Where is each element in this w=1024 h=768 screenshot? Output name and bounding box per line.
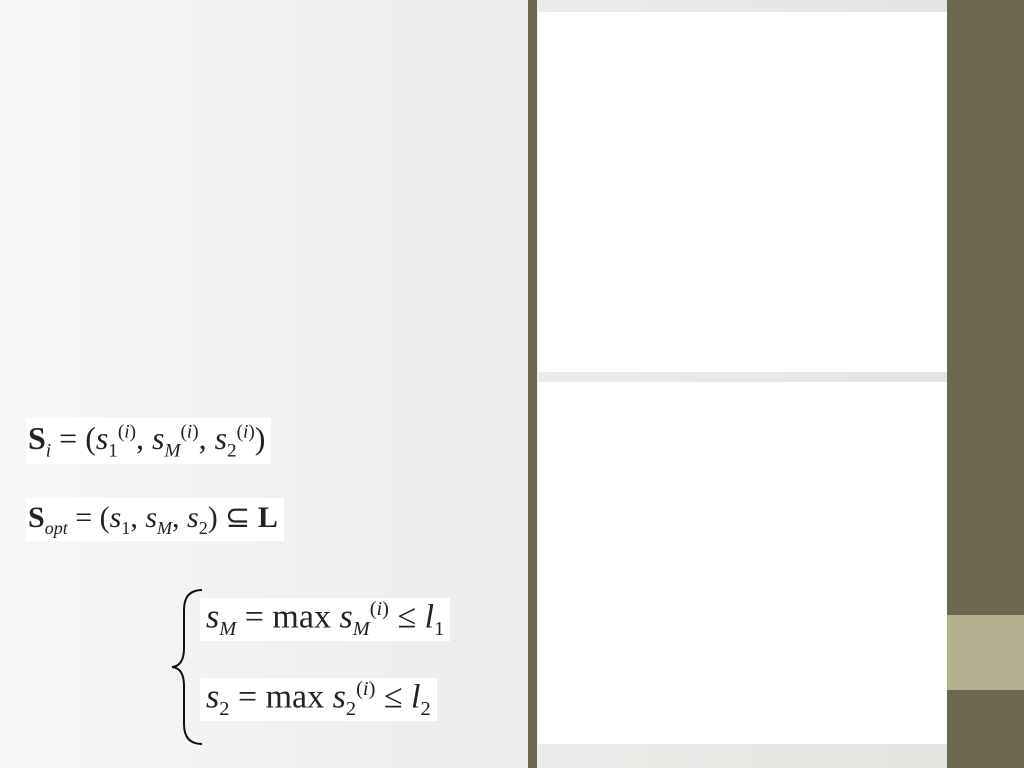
steps-panel-bottom	[538, 382, 948, 744]
sidebar-accent	[947, 615, 1024, 690]
constraint-s2: $s_2 = \max s_2^{(i)} \le l_2$	[200, 678, 437, 721]
steps-diagram-1-4	[538, 12, 948, 372]
steps-diagram-5-8	[538, 382, 948, 744]
constraint-sM: $s_M = \max s_M^{(i)} \le l_1$	[200, 598, 450, 641]
strategy-vector-formula: $S_i = (s_1^{(i)}$, $s_M^{(i)}$, $s_2^{(i)}$)	[26, 418, 271, 464]
panel-divider	[528, 0, 537, 768]
optimal-strategy-formula: $S_{opt} = (s_1$, $s_M$, $s_2$) ⊆ L	[26, 498, 284, 541]
steps-panel-top	[538, 12, 948, 372]
